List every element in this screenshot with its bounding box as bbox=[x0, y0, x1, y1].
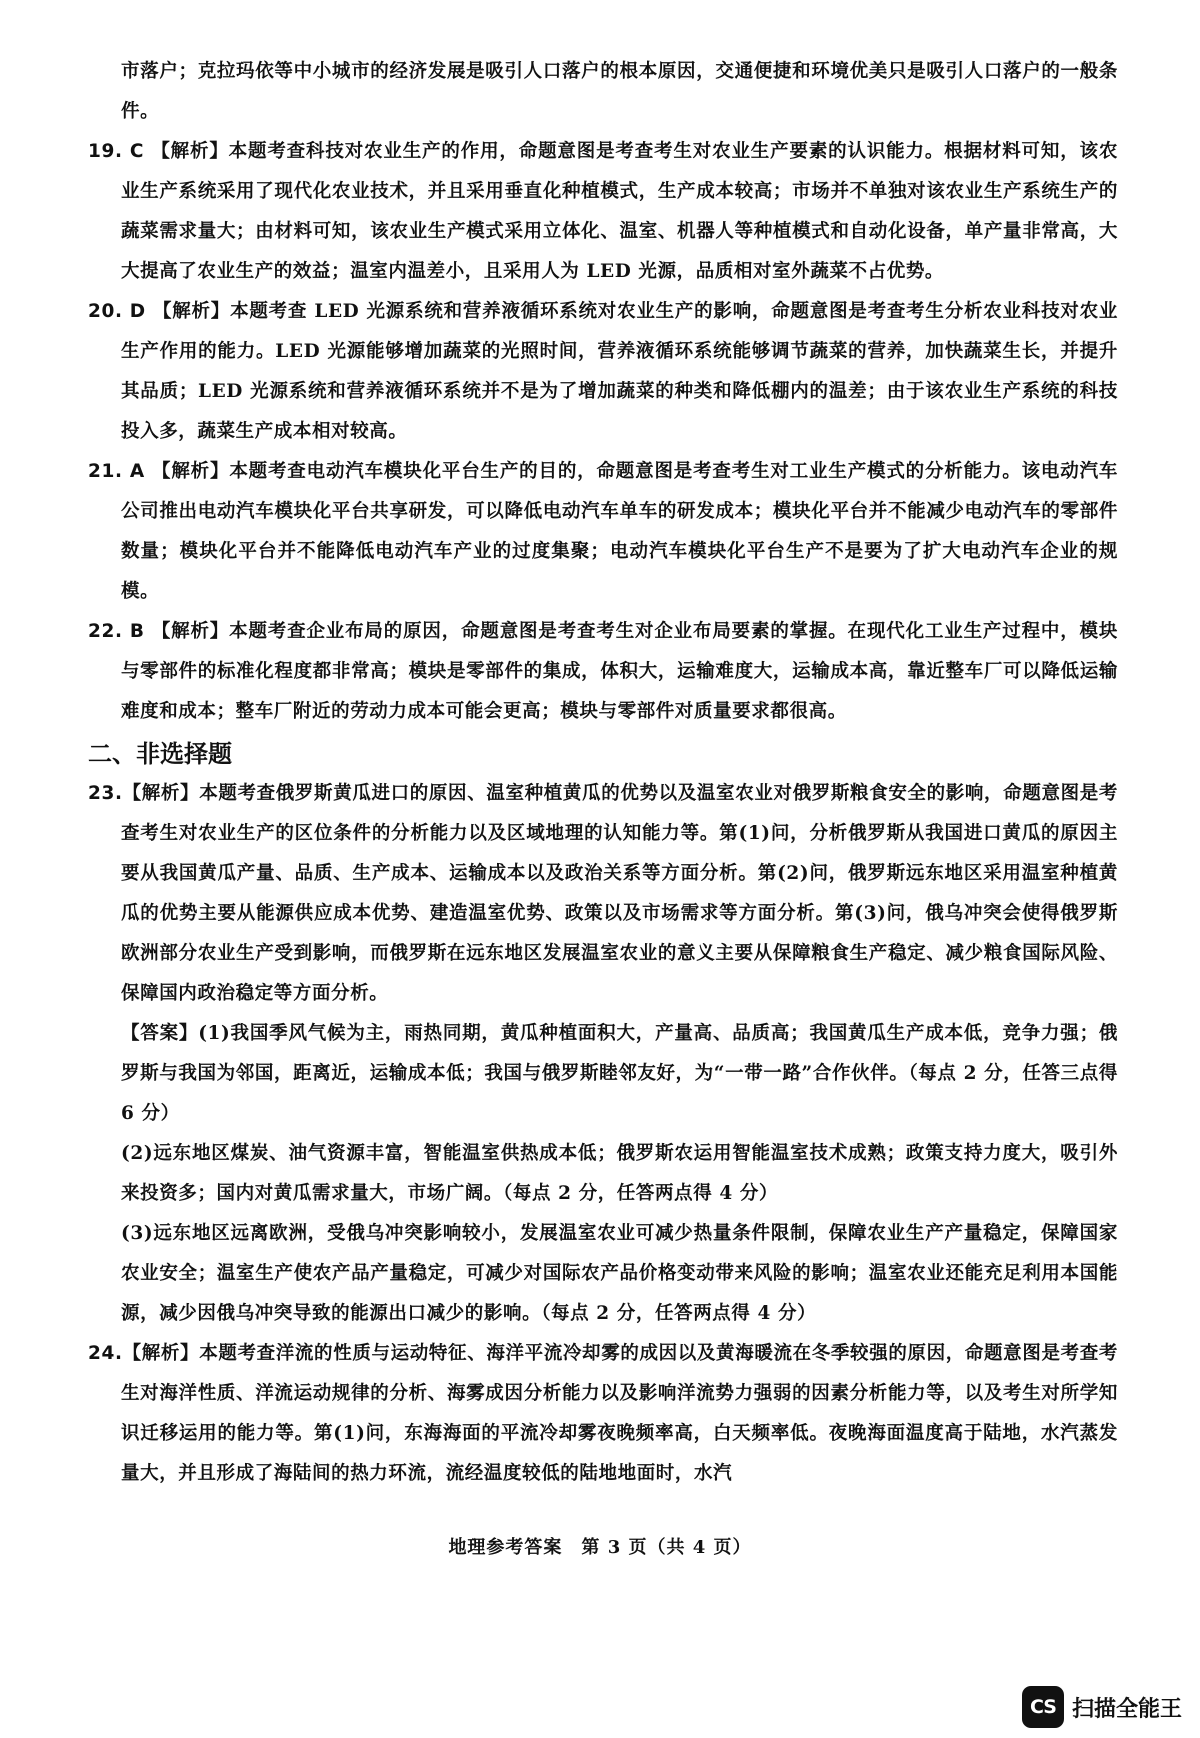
analysis-text: 本题考查洋流的性质与运动特征、海洋平流冷却雾的成因以及黄海暖流在冬季较强的原因，命题意图是考查考生对海洋性质、洋流运动规律的分析、海雾成因分析能力以及影响洋流势力强弱的因素分析能力等，以及考生对所学知识迁移运用的能力等。第(1)问，东海海面的平流冷却雾夜晚频率高，白天频率低。夜晚海面温度高于陆地，水汽蒸发量大，并且形成了海陆间的热力环流，流经温度较低的陆地地面时，水汽 bbox=[121, 1343, 1118, 1484]
answer-24-analysis bbox=[88, 1334, 1118, 1494]
question-number: 20. D bbox=[88, 301, 146, 322]
camscanner-logo-icon: CS bbox=[1022, 1686, 1064, 1728]
watermark-text: 扫描全能王 bbox=[1071, 1696, 1182, 1722]
answer-text: (1)我国季风气候为主，雨热同期，黄瓜种植面积大，产量高、品质高；我国黄瓜生产成本低，竞争力强；俄罗斯与我国为邻国，距离近，运输成本低；我国与俄罗斯睦邻友好，为“一带一路”合作伙伴。（每点 2 分，任答三点得 6 分） bbox=[121, 1023, 1118, 1124]
section-title: 二、非选择题 bbox=[88, 740, 232, 768]
analysis-text: 本题考查科技对农业生产的作用，命题意图是考查考生对农业生产要素的认识能力。根据材料可知，该农业生产系统采用了现代化农业技术，并且采用垂直化种植模式，生产成本较高；市场并不单独对该农业生产系统生产的蔬菜需求量大；由材料可知，该农业生产模式采用立体化、温室、机器人等种植模式和自动化设备，单产量非常高，大大提高了农业生产的效益；温室内温差小，且采用人为 LED 光源，品质相对室外蔬菜不占优势。 bbox=[121, 141, 1118, 282]
analysis-tag: 【解析】 bbox=[151, 141, 229, 162]
answer-23-part2: (2)远东地区煤炭、油气资源丰富，智能温室供热成本低；俄罗斯农运用智能温室技术成熟；政策支持力度大，吸引外来投资多；国内对黄瓜需求量大，市场广阔。（每点 2 分，任答两点得 4 分） bbox=[121, 1143, 1118, 1204]
question-number: 22. B bbox=[88, 621, 145, 642]
analysis-text: 本题考查企业布局的原因，命题意图是考查考生对企业布局要素的掌握。在现代化工业生产过程中，模块与零部件的标准化程度都非常高；模块是零部件的集成，体积大，运输难度大，运输成本高，靠近整车厂可以降低运输难度和成本；整车厂附近的劳动力成本可能会更高；模块与零部件对质量要求都很高。 bbox=[121, 621, 1118, 722]
answer-23-part3: (3)远东地区远离欧洲，受俄乌冲突影响较小，发展温室农业可减少热量条件限制，保障农业生产产量稳定，保障国家农业安全；温室生产使农产品产量稳定，可减少对国际农产品价格变动带来风险的影响；温室农业还能充足利用本国能源，减少因俄乌冲突导致的能源出口减少的影响。（每点 2 分，任答两点得 4 分） bbox=[121, 1223, 1118, 1324]
answer-21 bbox=[88, 452, 1118, 612]
analysis-text: 本题考查电动汽车模块化平台生产的目的，命题意图是考查考生对工业生产模式的分析能力。该电动汽车公司推出电动汽车模块化平台共享研发，可以降低电动汽车单车的研发成本；模块化平台并不能减少电动汽车的零部件数量；模块化平台并不能降低电动汽车产业的过度集聚；电动汽车模块化平台生产不是要为了扩大电动汽车企业的规模。 bbox=[121, 461, 1118, 602]
page-footer: 地理参考答案 第 3 页（共 4 页） bbox=[448, 1537, 752, 1558]
answer-22 bbox=[88, 612, 1118, 732]
analysis-tag: 【解析】 bbox=[152, 301, 231, 322]
answer-19 bbox=[88, 132, 1118, 292]
analysis-tag: 【解析】 bbox=[151, 621, 230, 642]
answer-23-part1 bbox=[88, 1014, 1118, 1134]
answer-23-analysis bbox=[88, 774, 1118, 1014]
question-number: 19. C bbox=[88, 141, 145, 162]
paragraph-continuation: 市落户；克拉玛依等中小城市的经济发展是吸引人口落户的根本原因，交通便捷和环境优美只是吸引人口落户的一般条件。 bbox=[121, 61, 1118, 122]
answer-20 bbox=[88, 292, 1118, 452]
answer-page bbox=[88, 52, 1118, 1494]
analysis-tag: 【解析】 bbox=[152, 461, 230, 482]
answer-tag: 【答案】 bbox=[121, 1023, 199, 1044]
analysis-text: 本题考查 LED 光源系统和营养液循环系统对农业生产的影响，命题意图是考查考生分析农业科技对农业生产作用的能力。LED 光源能够增加蔬菜的光照时间，营养液循环系统能够调节蔬菜的营养，加快蔬菜生长，并提升其品质；LED 光源系统和营养液循环系统并不是为了增加蔬菜的种类和降低棚内的温差；由于该农业生产系统的科技投入多，蔬菜生产成本相对较高。 bbox=[121, 301, 1118, 442]
scanner-watermark bbox=[1022, 1686, 1182, 1728]
question-number: 23. bbox=[88, 783, 123, 804]
question-number: 24. bbox=[88, 1343, 123, 1364]
analysis-text: 本题考查俄罗斯黄瓜进口的原因、温室种植黄瓜的优势以及温室农业对俄罗斯粮食安全的影响，命题意图是考查考生对农业生产的区位条件的分析能力以及区域地理的认知能力等。第(1)问，分析俄罗斯从我国进口黄瓜的原因主要从我国黄瓜产量、品质、生产成本、运输成本以及政治关系等方面分析。第(2)问，俄罗斯远东地区采用温室种植黄瓜的优势主要从能源供应成本优势、建造温室优势、政策以及市场需求等方面分析。第(3)问，俄乌冲突会使得俄罗斯欧洲部分农业生产受到影响，而俄罗斯在远东地区发展温室农业的意义主要从保障粮食生产稳定、减少粮食国际风险、保障国内政治稳定等方面分析。 bbox=[121, 783, 1118, 1004]
question-number: 21. A bbox=[88, 461, 145, 482]
analysis-tag: 【解析】 bbox=[122, 1343, 200, 1364]
analysis-tag: 【解析】 bbox=[122, 783, 200, 804]
